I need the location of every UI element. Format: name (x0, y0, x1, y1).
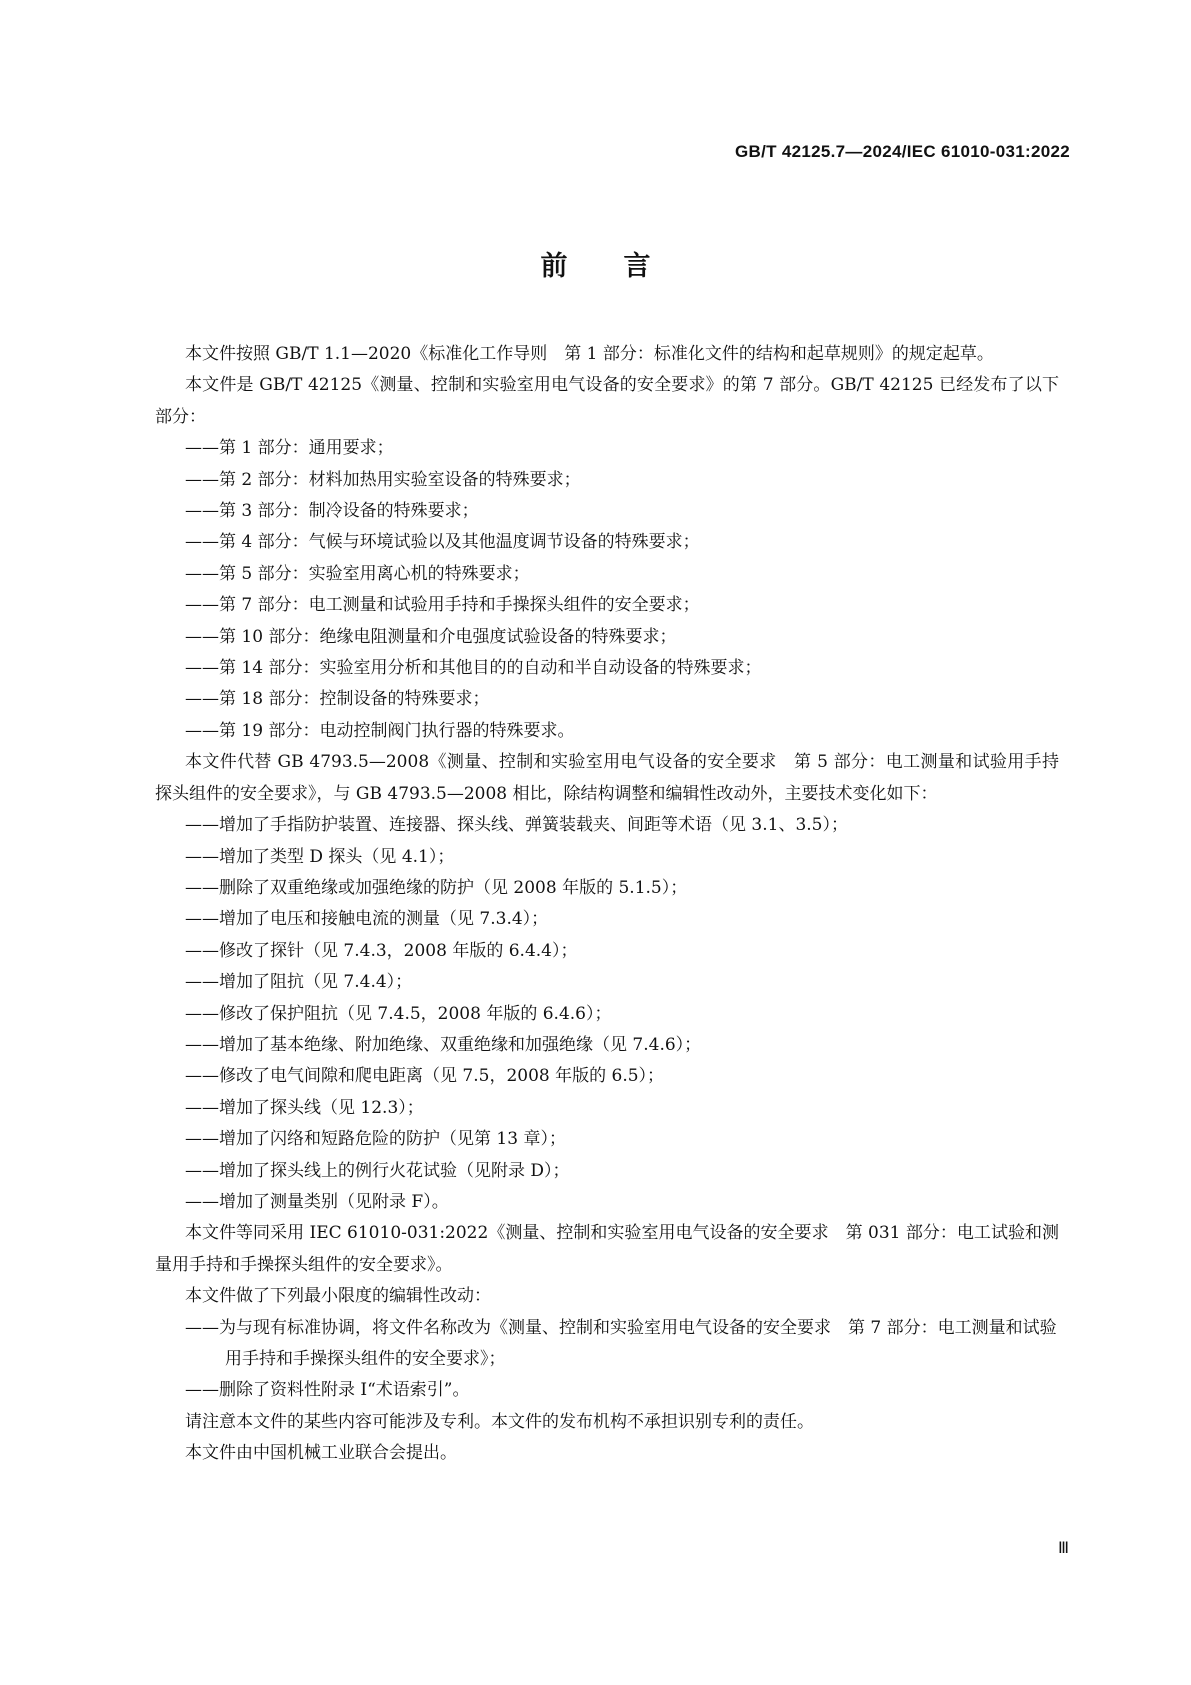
list-item: ——第 18 部分：控制设备的特殊要求； (185, 689, 490, 710)
list-item: ——第 19 部分：电动控制阀门执行器的特殊要求。 (185, 720, 575, 741)
intro-paragraph-series: 本文件是 GB/T 42125《测量、控制和实验室用电气设备的安全要求》的第 7 部分。GB/T 42125 已经发布了以下部分： (155, 375, 1059, 427)
proposer-statement: 本文件由中国机械工业联合会提出。 (185, 1443, 457, 1464)
list-item: ——第 2 部分：材料加热用实验室设备的特殊要求； (185, 469, 581, 490)
list-item: ——增加了手指防护装置、连接器、探头线、弹簧装载夹、间距等术语（见 3.1、3.5）； (185, 815, 848, 836)
list-item: ——第 4 部分：气候与环境试验以及其他温度调节设备的特殊要求； (185, 532, 700, 553)
list-item: ——增加了测量类别（见附录 F）。 (185, 1191, 449, 1212)
list-item: ——增加了闪络和短路危险的防护（见第 13 章）； (185, 1129, 566, 1150)
list-item: ——第 14 部分：实验室用分析和其他目的的自动和半自动设备的特殊要求； (185, 658, 762, 679)
list-item: ——修改了探针（见 7.4.3，2008 年版的 6.4.4）； (185, 940, 578, 961)
list-item: ——删除了双重绝缘或加强绝缘的防护（见 2008 年版的 5.1.5）； (185, 877, 688, 898)
list-item: ——第 7 部分：电工测量和试验用手持和手操探头组件的安全要求； (185, 595, 700, 616)
editorial-intro: 本文件做了下列最小限度的编辑性改动： (185, 1286, 491, 1307)
list-item: ——增加了电压和接触电流的测量（见 7.3.4）； (185, 909, 549, 930)
patent-notice: 请注意本文件的某些内容可能涉及专利。本文件的发布机构不承担识别专利的责任。 (185, 1411, 814, 1432)
foreword-body (155, 339, 1059, 1470)
list-item: ——为与现有标准协调，将文件名称改为《测量、控制和实验室用电气设备的安全要求 第 7 部分：电工测量和试验用手持和手操探头组件的安全要求》； (185, 1317, 1057, 1369)
list-item: ——第 1 部分：通用要求； (185, 438, 394, 459)
technical-changes-list (155, 810, 1059, 1218)
replacement-paragraph: 本文件代替 GB 4793.5—2008《测量、控制和实验室用电气设备的安全要求 第 5 部分：电工测量和试验用手持探头组件的安全要求》，与 GB 4793.5—2008 相比，除结构调整和编辑性改动外，主要技术变化如下： (155, 752, 1059, 804)
published-parts-list (155, 433, 1059, 747)
list-item: ——修改了保护阻抗（见 7.4.5，2008 年版的 6.4.6）； (185, 1003, 612, 1024)
page-title: 前言 (540, 251, 707, 282)
list-item: ——增加了探头线（见 12.3）； (185, 1097, 424, 1118)
list-item: ——增加了类型 D 探头（见 4.1）； (185, 846, 455, 867)
editorial-changes-list (155, 1313, 1059, 1407)
list-item: ——增加了探头线上的例行火花试验（见附录 D）； (185, 1160, 570, 1181)
standard-code-header: GB/T 42125.7—2024/IEC 61010-031:2022 (735, 142, 1070, 161)
intro-paragraph-drafting: 本文件按照 GB/T 1.1—2020《标准化工作导则 第 1 部分：标准化文件的结构和起草规则》的规定起草。 (185, 344, 994, 364)
list-item: ——修改了电气间隙和爬电距离（见 7.5，2008 年版的 6.5）； (185, 1066, 665, 1087)
list-item: ——删除了资料性附录 I“术语索引”。 (185, 1380, 470, 1401)
list-item: ——增加了阻抗（见 7.4.4）； (185, 972, 413, 993)
adoption-paragraph: 本文件等同采用 IEC 61010-031:2022《测量、控制和实验室用电气设备的安全要求 第 031 部分：电工试验和测量用手持和手操探头组件的安全要求》。 (155, 1223, 1059, 1275)
list-item: ——第 10 部分：绝缘电阻测量和介电强度试验设备的特殊要求； (185, 626, 677, 647)
list-item: ——第 3 部分：制冷设备的特殊要求； (185, 501, 479, 522)
list-item: ——第 5 部分：实验室用离心机的特殊要求； (185, 563, 530, 584)
list-item: ——增加了基本绝缘、附加绝缘、双重绝缘和加强绝缘（见 7.4.6）； (185, 1034, 702, 1055)
page-number: Ⅲ (1057, 1540, 1069, 1557)
